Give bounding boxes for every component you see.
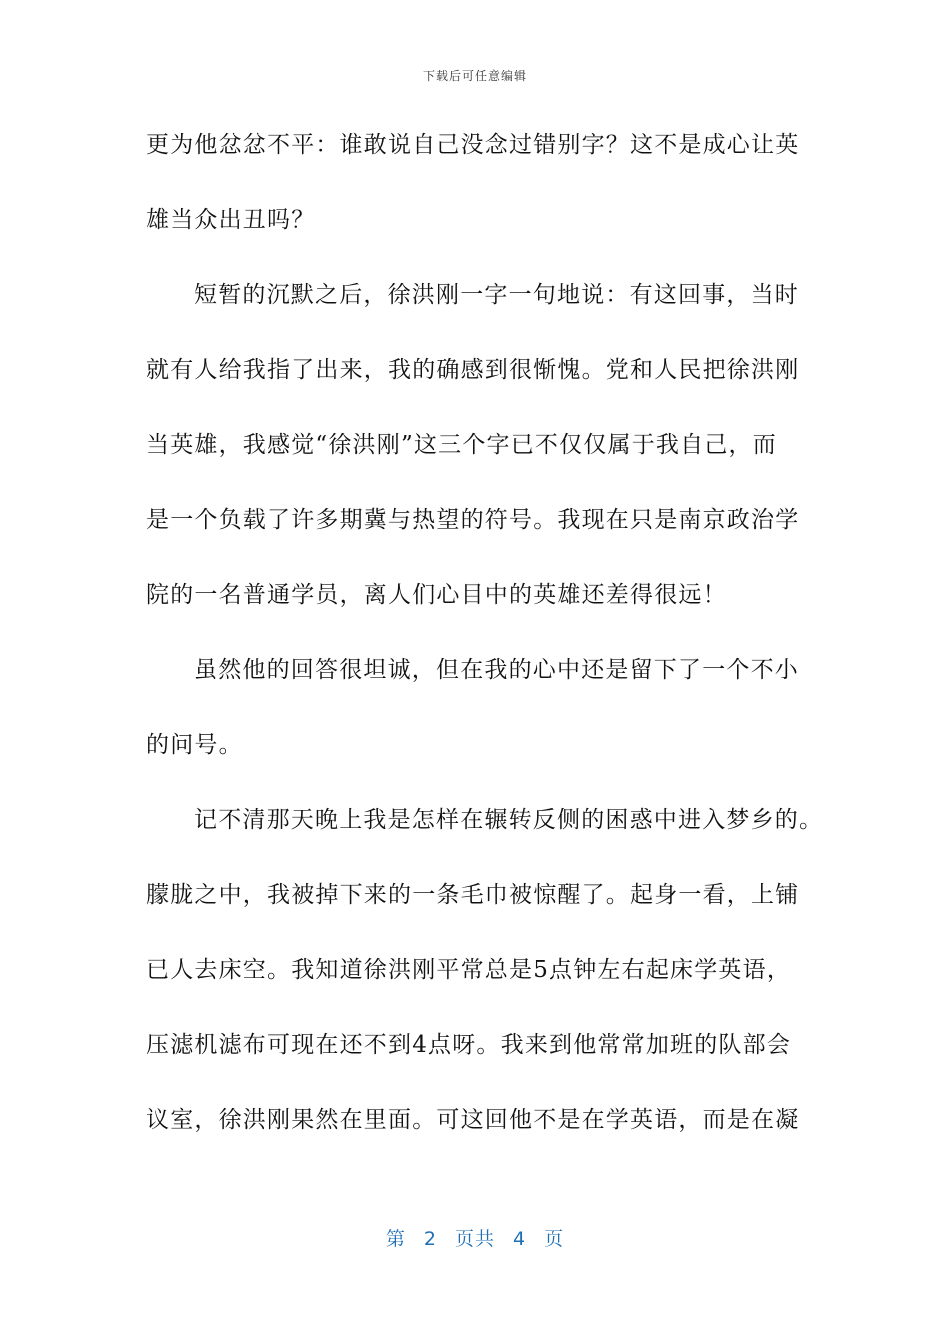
text-line: 更为他忿忿不平：谁敢说自己没念过错别字？这不是成心让英 [146,132,800,158]
document-body [146,115,826,1165]
text-line: 是一个负载了许多期冀与热望的符号。我现在只是南京政治学 [146,507,800,533]
text-line: 雄当众出丑吗？ [146,207,316,233]
page-header: 下载后可任意编辑 [422,69,527,83]
footer-suffix: 页 [544,1228,565,1250]
page-footer [0,1224,950,1251]
footer-page-number: 2 [423,1228,437,1250]
text-line: 短暂的沉默之后，徐洪刚一字一句地说：有这回事，当时 [194,282,799,308]
text-line: 压滤机滤布可现在还不到4点呀。我来到他常常加班的队部会 [146,1032,792,1058]
text-line: 朦胧之中，我被掉下来的一条毛巾被惊醒了。起身一看，上铺 [146,882,800,908]
text-line: 已人去床空。我知道徐洪刚平常总是5点钟左右起床学英语， [146,957,792,983]
text-line: 虽然他的回答很坦诚，但在我的心中还是留下了一个不小 [194,657,799,683]
text-line: 当英雄，我感觉“徐洪刚”这三个字已不仅仅属于我自己，而 [146,432,777,458]
text-line: 就有人给我指了出来，我的确感到很惭愧。党和人民把徐洪刚 [146,357,800,383]
text-line: 记不清那天晚上我是怎样在辗转反侧的困惑中进入梦乡的。 [194,807,824,833]
footer-prefix: 第 [385,1228,406,1250]
footer-middle: 页共 [454,1228,495,1250]
footer-total-pages: 4 [513,1228,527,1250]
text-line: 的问号。 [146,732,243,758]
text-line: 议室，徐洪刚果然在里面。可这回他不是在学英语，而是在凝 [146,1107,800,1133]
text-line: 院的一名普通学员，离人们心目中的英雄还差得很远！ [146,582,727,608]
